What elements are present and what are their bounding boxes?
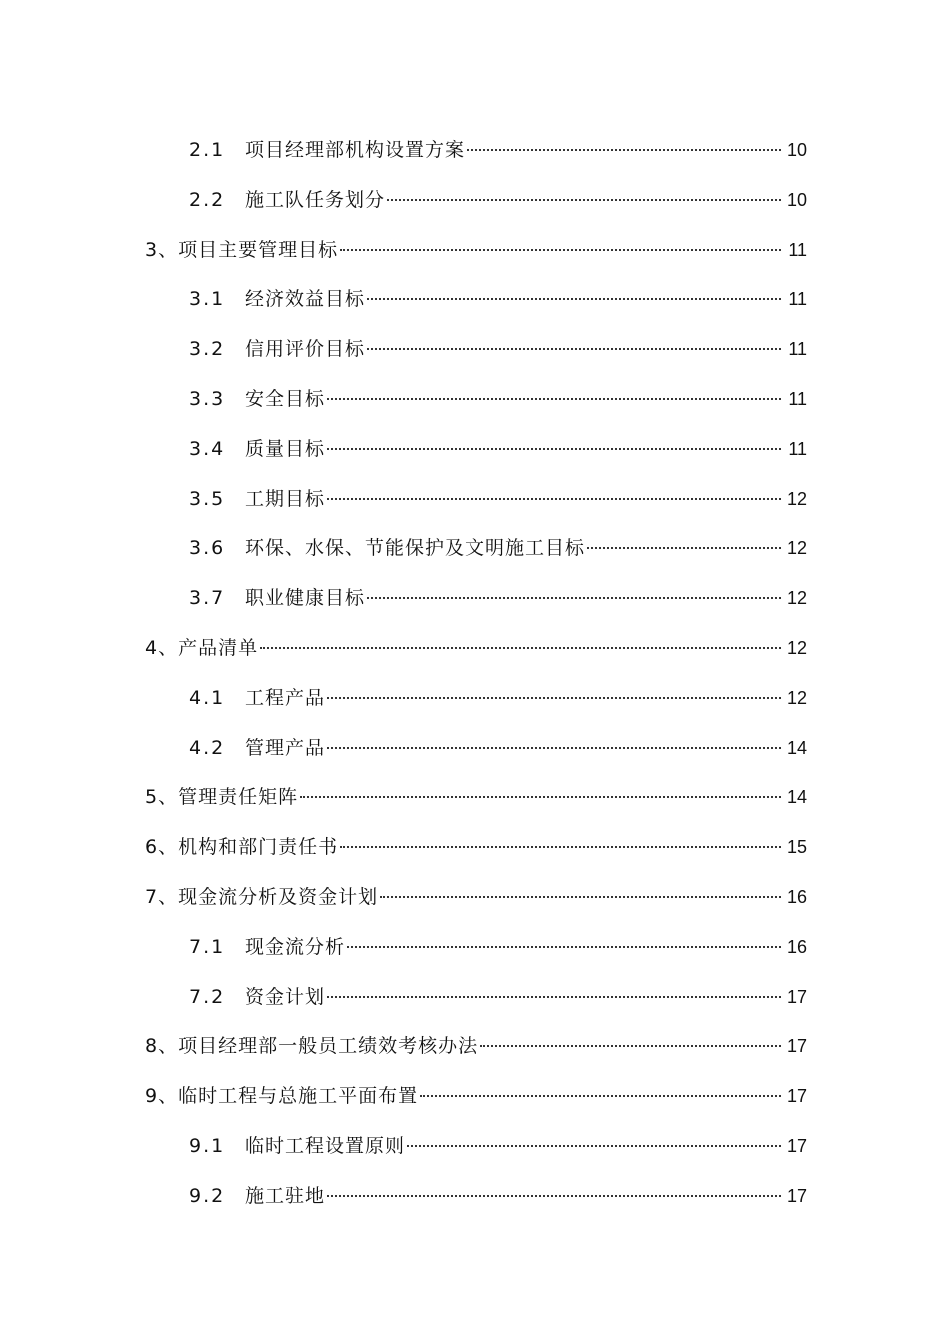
toc-entry-page: 12	[786, 637, 807, 658]
toc-entry-page: 12	[786, 538, 807, 559]
toc-entry-title: 管理责任矩阵	[178, 786, 299, 809]
toc-entry-title: 现金流分析	[245, 935, 346, 958]
toc-entry-title: 项目主要管理目标	[178, 238, 339, 261]
toc-entry-page: 10	[786, 189, 807, 210]
toc-entry-page: 17	[786, 986, 807, 1007]
toc-dot-leader	[367, 348, 781, 350]
toc-entry-page: 16	[786, 936, 807, 957]
toc-dot-leader	[340, 846, 781, 848]
toc-entry-title: 工程产品	[245, 686, 326, 709]
toc-dot-leader	[407, 1145, 781, 1147]
toc-entry[interactable]	[145, 1172, 807, 1222]
toc-entry-title: 机构和部门责任书	[178, 836, 339, 859]
toc-entry-title: 工期目标	[245, 487, 326, 510]
toc-entry[interactable]	[145, 375, 807, 425]
toc-entry[interactable]	[145, 574, 807, 624]
toc-entry-number: 7.2	[189, 985, 226, 1008]
toc-entry-page: 17	[786, 1036, 807, 1057]
toc-entry-title: 现金流分析及资金计划	[178, 885, 379, 908]
toc-entry[interactable]	[145, 275, 807, 325]
toc-dot-leader	[300, 796, 781, 798]
toc-entry-page: 11	[788, 438, 807, 459]
toc-dot-leader	[420, 1095, 781, 1097]
toc-entry[interactable]	[145, 873, 807, 923]
toc-entry-page: 12	[786, 588, 807, 609]
toc-entry-number: 8、	[145, 1035, 179, 1058]
toc-entry-title: 施工队任务划分	[245, 188, 386, 211]
toc-entry[interactable]	[145, 126, 807, 176]
toc-entry[interactable]	[145, 1072, 807, 1122]
toc-entry-page: 15	[786, 837, 807, 858]
toc-entry-title: 管理产品	[245, 736, 326, 759]
toc-entry[interactable]	[145, 624, 807, 674]
toc-dot-leader	[327, 498, 781, 500]
toc-entry-number: 6、	[145, 836, 179, 859]
toc-dot-leader	[367, 597, 781, 599]
toc-entry[interactable]	[145, 773, 807, 823]
toc-entry-page: 12	[786, 687, 807, 708]
toc-entry-number: 2.1	[189, 139, 226, 161]
toc-entry-title: 施工驻地	[245, 1184, 326, 1207]
toc-entry-number: 3.1	[189, 288, 226, 311]
toc-dot-leader	[380, 896, 781, 898]
toc-entry[interactable]	[145, 475, 807, 525]
toc-entry[interactable]	[145, 325, 807, 375]
toc-entry-number: 9.1	[189, 1134, 226, 1157]
toc-dot-leader	[480, 1045, 781, 1047]
toc-entry-title: 项目经理部一般员工绩效考核办法	[178, 1035, 479, 1058]
toc-dot-leader	[340, 249, 781, 251]
toc-entry[interactable]	[145, 923, 807, 973]
toc-entry[interactable]	[145, 425, 807, 475]
toc-entry-title: 项目经理部机构设置方案	[245, 139, 466, 161]
toc-entry-title: 临时工程设置原则	[245, 1134, 406, 1157]
toc-entry-page: 11	[788, 289, 807, 310]
toc-entry-title: 产品清单	[178, 636, 259, 659]
toc-entry-number: 9、	[145, 1085, 179, 1108]
toc-entry[interactable]	[145, 176, 807, 226]
toc-entry-title: 安全目标	[245, 387, 326, 410]
toc-dot-leader	[367, 298, 781, 300]
toc-entry-number: 3.6	[189, 537, 226, 560]
toc-entry-page: 12	[786, 488, 807, 509]
toc-dot-leader	[327, 697, 781, 699]
toc-dot-leader	[587, 547, 781, 549]
toc-entry-number: 9.2	[189, 1184, 226, 1207]
toc-entry[interactable]	[145, 524, 807, 574]
toc-dot-leader	[260, 647, 781, 649]
toc-entry-title: 临时工程与总施工平面布置	[178, 1085, 419, 1108]
toc-dot-leader	[467, 149, 781, 151]
toc-entry-page: 17	[786, 1185, 807, 1206]
toc-entry-number: 3.7	[189, 587, 226, 610]
toc-entry[interactable]	[145, 1122, 807, 1172]
toc-entry-page: 10	[786, 140, 807, 160]
toc-entry-number: 3、	[145, 238, 179, 261]
toc-entry-page: 11	[788, 388, 807, 409]
toc-entry-page: 17	[786, 1086, 807, 1107]
toc-dot-leader	[387, 199, 781, 201]
toc-entry-number: 4.2	[189, 736, 226, 759]
toc-entry-number: 3.5	[189, 487, 226, 510]
toc-entry[interactable]	[145, 724, 807, 774]
toc-entry[interactable]	[145, 1022, 807, 1072]
toc-entry-page: 11	[788, 339, 807, 360]
toc-dot-leader	[327, 398, 781, 400]
toc-entry[interactable]	[145, 973, 807, 1023]
toc-entry-number: 7、	[145, 885, 179, 908]
toc-entry[interactable]	[145, 823, 807, 873]
toc-entry-number: 2.2	[189, 188, 226, 211]
toc-entry-number: 7.1	[189, 935, 226, 958]
toc-dot-leader	[327, 747, 781, 749]
toc-entry-title: 环保、水保、节能保护及文明施工目标	[245, 537, 586, 560]
toc-entry-page: 14	[786, 787, 807, 808]
toc-dot-leader	[327, 996, 781, 998]
table-of-contents	[145, 126, 807, 1222]
toc-entry-title: 经济效益目标	[245, 288, 366, 311]
toc-entry-page: 14	[786, 737, 807, 758]
toc-entry-number: 4、	[145, 636, 179, 659]
toc-entry-title: 信用评价目标	[245, 338, 366, 361]
toc-entry[interactable]	[145, 226, 807, 276]
toc-dot-leader	[327, 448, 781, 450]
toc-entry-number: 3.2	[189, 338, 226, 361]
toc-entry-number: 5、	[145, 786, 179, 809]
toc-entry-number: 3.3	[189, 387, 226, 410]
toc-entry-title: 资金计划	[245, 985, 326, 1008]
toc-entry-title: 职业健康目标	[245, 587, 366, 610]
toc-entry-number: 4.1	[189, 686, 226, 709]
toc-entry-page: 16	[786, 886, 807, 907]
toc-dot-leader	[327, 1195, 781, 1197]
toc-dot-leader	[347, 946, 781, 948]
toc-entry-page: 17	[786, 1135, 807, 1156]
toc-entry[interactable]	[145, 674, 807, 724]
toc-entry-page: 11	[788, 239, 807, 260]
toc-entry-title: 质量目标	[245, 437, 326, 460]
toc-entry-number: 3.4	[189, 437, 226, 460]
